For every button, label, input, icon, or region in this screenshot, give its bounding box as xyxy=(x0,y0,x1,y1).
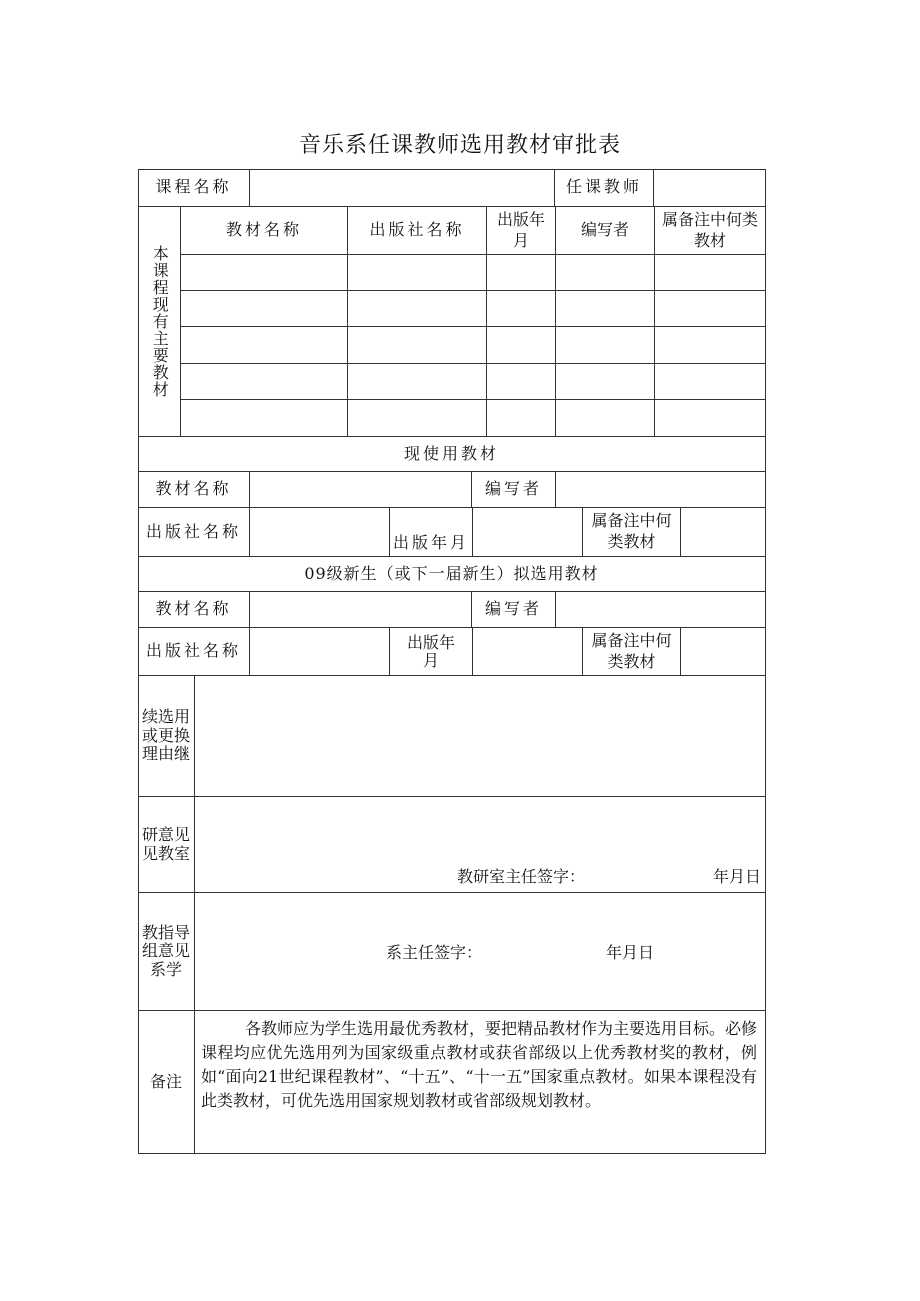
office-signature-label: 教研室主任签字： xyxy=(457,867,586,887)
teacher-label: 任课教师 xyxy=(555,169,654,207)
office-opinion-field[interactable] xyxy=(195,797,766,893)
proposed-category-field[interactable] xyxy=(681,628,766,676)
reason-field[interactable] xyxy=(195,676,766,797)
column-header-category: 属备注中何类教材 xyxy=(655,207,766,255)
table-row-cell[interactable] xyxy=(348,400,487,437)
reason-label: 续选用或更换理由继 xyxy=(138,676,195,797)
table-row-cell[interactable] xyxy=(348,291,487,327)
in-use-date-field[interactable] xyxy=(473,508,583,557)
proposed-author-label: 编写者 xyxy=(472,592,556,628)
proposed-date-field[interactable] xyxy=(473,628,583,676)
table-row-cell[interactable] xyxy=(556,364,655,400)
proposed-name-label: 教材名称 xyxy=(138,592,250,628)
proposed-author-field[interactable] xyxy=(556,592,766,628)
in-use-name-label: 教材名称 xyxy=(138,472,250,508)
office-date-label: 年月日 xyxy=(712,867,761,887)
course-name-field[interactable] xyxy=(250,169,555,207)
table-row-cell[interactable] xyxy=(556,400,655,437)
table-row-cell[interactable] xyxy=(655,364,766,400)
dept-date-label: 年月日 xyxy=(606,943,655,962)
approval-form-table xyxy=(138,169,766,1154)
proposed-publisher-label: 出版社名称 xyxy=(138,628,250,676)
proposed-date-label: 出版年月 xyxy=(390,628,473,676)
dept-signature-label: 系主任签字： xyxy=(386,943,483,962)
table-row-cell[interactable] xyxy=(556,327,655,364)
table-row-cell[interactable] xyxy=(348,364,487,400)
remarks-label: 备注 xyxy=(138,1011,195,1154)
teacher-field[interactable] xyxy=(654,169,766,207)
office-opinion-label: 研意见见教室 xyxy=(138,797,195,893)
page-title: 音乐系任课教师选用教材审批表 xyxy=(298,133,621,158)
proposed-publisher-field[interactable] xyxy=(250,628,390,676)
in-use-category-label: 属备注中何类教材 xyxy=(583,508,681,557)
table-row-cell[interactable] xyxy=(655,400,766,437)
in-use-author-label: 编写者 xyxy=(472,472,556,508)
table-row-cell[interactable] xyxy=(181,255,348,291)
table-row-cell[interactable] xyxy=(556,291,655,327)
proposed-heading: 09级新生（或下一届新生）拟选用教材 xyxy=(138,557,766,592)
column-header-material-name: 教材名称 xyxy=(181,207,348,255)
column-header-publish-date: 出版年月 xyxy=(487,207,556,255)
table-row-cell[interactable] xyxy=(487,291,556,327)
in-use-publisher-field[interactable] xyxy=(250,508,390,557)
course-name-label: 课程名称 xyxy=(138,169,250,207)
table-row-cell[interactable] xyxy=(181,400,348,437)
dept-opinion-label: 教指导组意见系学 xyxy=(138,893,195,1011)
table-row-cell[interactable] xyxy=(348,327,487,364)
proposed-category-label: 属备注中何类教材 xyxy=(583,628,681,676)
current-materials-label-text: 本课程现有主要教材 xyxy=(150,245,170,398)
table-row-cell[interactable] xyxy=(181,364,348,400)
remarks-text: 各教师应为学生选用最优秀教材，要把精品教材作为主要选用目标。必修课程均应优先选用列为国家级重点教材或获省部级以上优秀教材奖的教材，例如“面向21世纪课程教材”、“十五”、“十一五”国家重点教材。如果本课程没有此类教材，可优先选用国家规划教材或省部级规划教材。 xyxy=(201,1019,758,1110)
in-use-publisher-label: 出版社名称 xyxy=(138,508,250,557)
in-use-author-field[interactable] xyxy=(556,472,766,508)
column-header-author: 编写者 xyxy=(556,207,655,255)
current-materials-section-label xyxy=(138,207,181,437)
in-use-heading: 现使用教材 xyxy=(138,437,766,472)
proposed-name-field[interactable] xyxy=(250,592,472,628)
table-row-cell[interactable] xyxy=(556,255,655,291)
table-row-cell[interactable] xyxy=(348,255,487,291)
table-row-cell[interactable] xyxy=(655,255,766,291)
in-use-date-label: 出版年月 xyxy=(390,508,473,557)
table-row-cell[interactable] xyxy=(487,364,556,400)
table-row-cell[interactable] xyxy=(181,291,348,327)
in-use-name-field[interactable] xyxy=(250,472,472,508)
table-row-cell[interactable] xyxy=(487,255,556,291)
table-row-cell[interactable] xyxy=(655,291,766,327)
dept-opinion-field[interactable] xyxy=(195,893,766,1011)
table-row-cell[interactable] xyxy=(181,327,348,364)
table-row-cell[interactable] xyxy=(655,327,766,364)
table-row-cell[interactable] xyxy=(487,327,556,364)
column-header-publisher: 出版社名称 xyxy=(348,207,487,255)
remarks-text-cell xyxy=(195,1011,766,1154)
table-row-cell[interactable] xyxy=(487,400,556,437)
in-use-category-field[interactable] xyxy=(681,508,766,557)
